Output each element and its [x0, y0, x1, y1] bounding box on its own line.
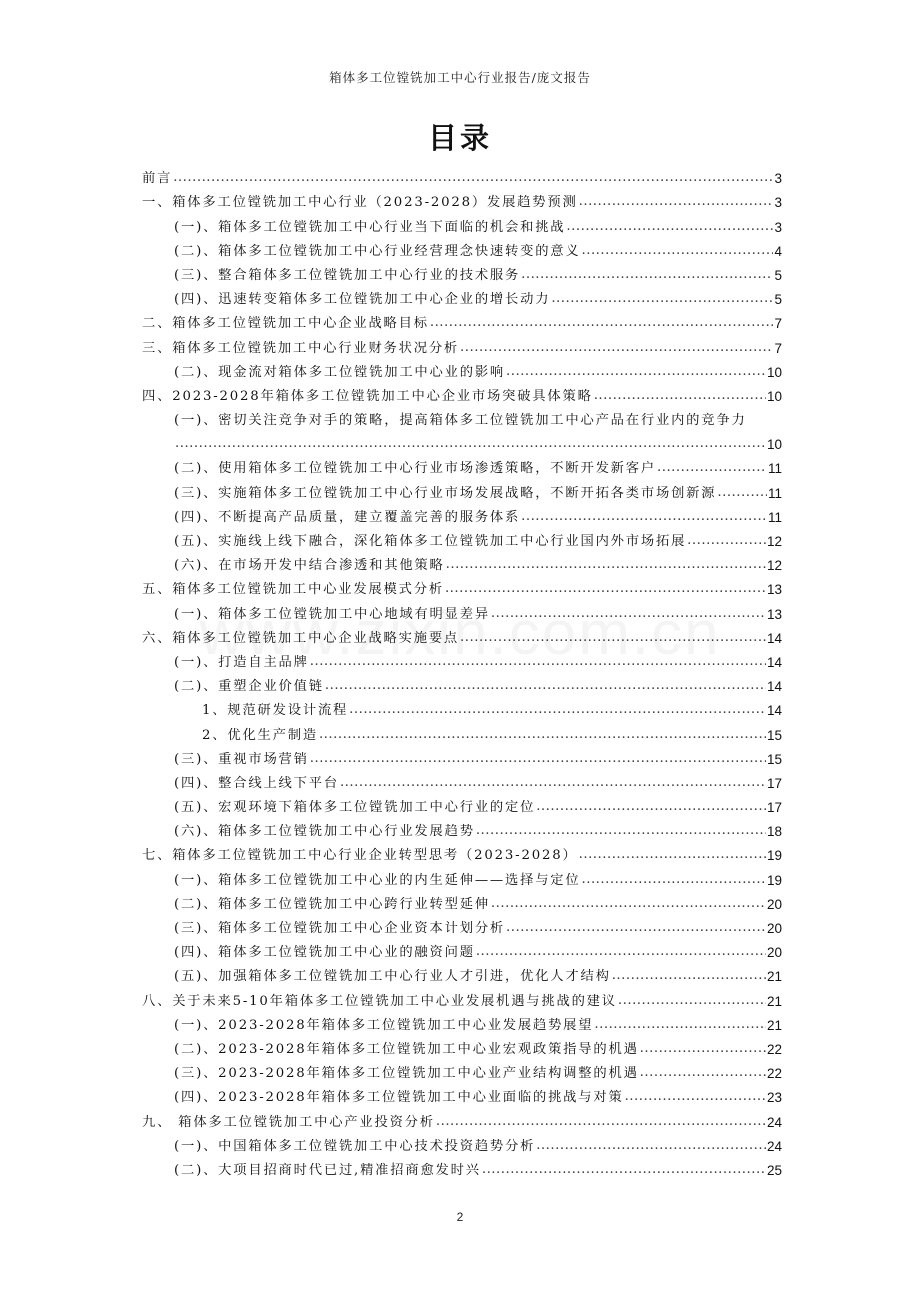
toc-entry-page: 3 [774, 171, 782, 187]
toc-leader-dots [436, 1114, 766, 1130]
toc-entry-page: 13 [766, 582, 782, 598]
toc-entry[interactable] [142, 1057, 782, 1081]
toc-entry-page: 22 [766, 1066, 782, 1082]
toc-entry-page: 11 [767, 485, 782, 501]
toc-entry-page: 21 [766, 969, 782, 985]
toc-entry-text: 九、 箱体多工位镗铣加工中心产业投资分析 [142, 1114, 435, 1130]
toc-entry[interactable] [142, 162, 782, 186]
toc-entry[interactable] [142, 863, 782, 887]
toc-leader-dots [717, 485, 767, 501]
toc-entry-text: 2、优化生产制造 [202, 727, 318, 743]
toc-leader-dots [476, 944, 766, 960]
toc-leader-dots [594, 1017, 766, 1033]
toc-entry[interactable] [142, 597, 782, 621]
toc-entry-text: 六、箱体多工位镗铣加工中心企业战略实施要点 [142, 630, 460, 646]
toc-entry[interactable] [142, 1009, 782, 1033]
toc-entry[interactable] [142, 1033, 782, 1057]
toc-entry-page: 5 [774, 267, 782, 283]
toc-leader-dots [460, 340, 773, 356]
toc-entry-text: (二)、箱体多工位镗铣加工中心跨行业转型延伸 [174, 896, 490, 912]
toc-entry-page: 18 [766, 824, 782, 840]
toc-entry-page: 3 [774, 219, 782, 235]
toc-entry[interactable] [142, 525, 782, 549]
toc-entry[interactable] [142, 743, 782, 767]
toc-leader-dots [482, 1162, 766, 1178]
toc-entry[interactable] [142, 380, 782, 404]
toc-entry-text: 八、关于未来5-10年箱体多工位镗铣加工中心业发展机遇与挑战的建议 [142, 993, 617, 1009]
toc-entry-page: 7 [774, 316, 782, 332]
toc-entry[interactable] [142, 1105, 782, 1129]
toc-entry-page: 24 [766, 1114, 782, 1130]
toc-entry-text: (四)、不断提高产品质量，建立覆盖完善的服务体系 [174, 509, 521, 525]
toc-entry[interactable] [142, 476, 782, 500]
toc-entry-text: (五)、宏观环境下箱体多工位镗铣加工中心行业的定位 [174, 800, 536, 816]
toc-leader-dots [582, 243, 774, 259]
toc-entry-page: 12 [766, 558, 782, 574]
toc-entry[interactable] [142, 404, 782, 428]
toc-entry-text: (一)、箱体多工位镗铣加工中心业的内生延伸——选择与定位 [174, 872, 581, 888]
toc-leader-dots [340, 775, 766, 791]
toc-entry[interactable] [142, 186, 782, 210]
toc-entry[interactable] [142, 984, 782, 1008]
toc-entry[interactable] [142, 501, 782, 525]
toc-entry-text: (二)、2023-2028年箱体多工位镗铣加工中心业宏观政策指导的机遇 [174, 1041, 639, 1057]
toc-leader-dots [640, 1065, 766, 1081]
toc-entry[interactable] [142, 549, 782, 573]
toc-entry[interactable] [142, 622, 782, 646]
toc-entry-text: (三)、箱体多工位镗铣加工中心企业资本计划分析 [174, 921, 506, 936]
toc-leader-dots [612, 968, 766, 984]
table-of-contents [142, 162, 782, 1178]
toc-leader-dots [640, 1041, 766, 1057]
toc-entry[interactable] [142, 573, 782, 597]
toc-entry-page: 5 [774, 292, 782, 308]
toc-entry[interactable] [142, 307, 782, 331]
toc-entry[interactable] [142, 331, 782, 355]
toc-leader-dots [506, 920, 766, 936]
toc-leader-dots [536, 1138, 766, 1154]
toc-leader-dots [579, 847, 766, 863]
toc-entry-text: (二)、大项目招商时代已过,精准招商愈发时兴 [174, 1162, 481, 1178]
toc-entry-text: (六)、在市场开发中结合渗透和其他策略 [174, 558, 445, 574]
toc-entry-text: (二)、现金流对箱体多工位镗铣加工中心业的影响 [174, 364, 506, 380]
toc-entry[interactable] [142, 694, 782, 718]
toc-entry-text: 二、箱体多工位镗铣加工中心企业战略目标 [142, 316, 429, 332]
toc-leader-dots [657, 460, 767, 476]
toc-entry-text: 一、箱体多工位镗铣加工中心行业（2023-2028）发展趋势预测 [142, 195, 578, 211]
toc-leader-dots [310, 654, 766, 670]
toc-leader-dots [687, 533, 766, 549]
toc-entry-page: 20 [766, 945, 782, 961]
toc-entry[interactable] [142, 767, 782, 791]
toc-entry-text: (四)、箱体多工位镗铣加工中心业的融资问题 [174, 945, 475, 961]
toc-entry-page: 10 [766, 437, 782, 453]
toc-entry-text: (六)、箱体多工位镗铣加工中心行业发展趋势 [174, 824, 475, 840]
toc-entry-page: 12 [766, 534, 782, 549]
toc-entry-page: 20 [766, 921, 782, 936]
toc-leader-dots [521, 267, 773, 283]
toc-entry-text: (二)、箱体多工位镗铣加工中心行业经营理念快速转变的意义 [174, 243, 581, 259]
toc-entry-page: 20 [766, 896, 782, 912]
toc-entry[interactable] [142, 1081, 782, 1105]
toc-entry-page: 17 [766, 800, 782, 816]
toc-entry-page: 13 [766, 606, 782, 622]
toc-entry[interactable] [142, 815, 782, 839]
toc-leader-dots [521, 509, 767, 525]
toc-entry-text: 五、箱体多工位镗铣加工中心业发展模式分析 [142, 582, 444, 598]
toc-entry-page: 14 [766, 679, 782, 695]
toc-entry-text: 三、箱体多工位镗铣加工中心行业财务状况分析 [142, 340, 460, 356]
toc-entry-text: (五)、加强箱体多工位镗铣加工中心行业人才引进，优化人才结构 [174, 969, 611, 985]
toc-entry-page: 3 [774, 195, 782, 211]
toc-leader-dots [310, 751, 766, 767]
toc-entry-page: 14 [766, 630, 782, 646]
toc-entry-text: (三)、整合箱体多工位镗铣加工中心行业的技术服务 [174, 267, 521, 283]
toc-entry[interactable] [142, 1154, 782, 1178]
toc-entry-page: 15 [766, 727, 782, 743]
toc-entry-text: (三)、重视市场营销 [174, 751, 309, 767]
toc-entry[interactable] [142, 936, 782, 960]
toc-leader-dots [594, 388, 766, 404]
toc-entry[interactable] [142, 718, 782, 742]
toc-entry-text: (二)、重塑企业价值链 [174, 679, 324, 695]
toc-entry-page: 14 [766, 703, 782, 719]
toc-entry[interactable] [142, 259, 782, 283]
toc-leader-dots [618, 993, 766, 1009]
toc-entry-text: (一)、箱体多工位镗铣加工中心地域有明显差异 [174, 606, 490, 622]
toc-entry-page: 24 [766, 1138, 782, 1154]
toc-entry-page: 22 [766, 1041, 782, 1057]
toc-entry-page: 19 [766, 848, 782, 864]
toc-entry[interactable] [142, 428, 782, 452]
toc-entry-text: 前言 [142, 171, 173, 187]
toc-entry-page: 21 [766, 1017, 782, 1033]
toc-entry[interactable] [142, 912, 782, 936]
toc-leader-dots [566, 219, 773, 235]
toc-entry-text: (四)、整合线上线下平台 [174, 775, 339, 791]
toc-entry-text: (一)、打造自主品牌 [174, 654, 309, 670]
toc-title: 目录 [427, 121, 492, 155]
toc-entry-text: (四)、迅速转变箱体多工位镗铣加工中心企业的增长动力 [174, 292, 551, 308]
toc-leader-dots [173, 170, 773, 186]
toc-entry-text: (二)、使用箱体多工位镗铣加工中心行业市场渗透策略，不断开发新客户 [174, 461, 656, 477]
toc-leader-dots [445, 581, 766, 597]
toc-entry-page: 11 [767, 461, 782, 477]
toc-leader-dots [476, 823, 766, 839]
toc-leader-dots [446, 557, 766, 573]
toc-entry[interactable] [142, 960, 782, 984]
toc-entry-text: (五)、实施线上线下融合，深化箱体多工位镗铣加工中心行业国内外市场拓展 [174, 534, 687, 549]
toc-entry[interactable] [142, 210, 782, 234]
toc-leader-dots [536, 799, 766, 815]
toc-entry[interactable] [142, 235, 782, 259]
toc-leader-dots [349, 702, 766, 718]
toc-entry-text: (一)、箱体多工位镗铣加工中心行业当下面临的机会和挑战 [174, 219, 566, 235]
toc-entry-page: 10 [766, 364, 782, 380]
toc-entry[interactable] [142, 452, 782, 476]
toc-entry-page: 15 [766, 751, 782, 767]
toc-entry-page: 10 [766, 388, 782, 404]
toc-leader-dots [460, 630, 766, 646]
toc-leader-dots [579, 194, 774, 210]
toc-entry-page: 25 [766, 1162, 782, 1178]
toc-entry-text: 1、规范研发设计流程 [202, 703, 349, 719]
toc-entry-page: 19 [766, 872, 782, 888]
toc-entry-text: (三)、实施箱体多工位镗铣加工中心行业市场发展战略，不断开拓各类市场创新源 [174, 485, 717, 501]
page-header: 箱体多工位镗铣加工中心行业报告/庞文报告 [329, 70, 591, 85]
toc-entry-page: 14 [766, 654, 782, 670]
toc-entry[interactable] [142, 888, 782, 912]
toc-entry-page: 23 [766, 1090, 782, 1106]
toc-entry-page: 4 [774, 243, 782, 259]
toc-entry-text: (一)、中国箱体多工位镗铣加工中心技术投资趋势分析 [174, 1138, 536, 1154]
toc-entry-page: 7 [774, 340, 782, 356]
toc-entry-text: (三)、2023-2028年箱体多工位镗铣加工中心业产业结构调整的机遇 [174, 1066, 639, 1082]
toc-leader-dots [491, 896, 766, 912]
toc-entry-page: 17 [766, 775, 782, 791]
toc-entry-text: 七、箱体多工位镗铣加工中心行业企业转型思考（2023-2028） [142, 848, 578, 864]
toc-entry[interactable] [142, 791, 782, 815]
toc-entry[interactable] [142, 670, 782, 694]
toc-entry-text: (一)、2023-2028年箱体多工位镗铣加工中心业发展趋势展望 [174, 1017, 594, 1033]
toc-leader-dots [506, 364, 766, 380]
toc-entry[interactable] [142, 356, 782, 380]
toc-leader-dots [491, 606, 766, 622]
toc-entry[interactable] [142, 839, 782, 863]
toc-leader-dots [430, 315, 774, 331]
toc-entry-page: 21 [766, 993, 782, 1009]
toc-leader-dots [551, 291, 773, 307]
toc-entry-page: 11 [767, 509, 782, 525]
toc-leader-dots [319, 727, 766, 743]
toc-leader-dots [582, 872, 766, 888]
toc-entry-text: (四)、2023-2028年箱体多工位镗铣加工中心业面临的挑战与对策 [174, 1090, 624, 1106]
toc-entry[interactable] [142, 283, 782, 307]
page-number: 2 [456, 1210, 464, 1224]
toc-entry-text: 四、2023-2028年箱体多工位镗铣加工中心企业市场突破具体策略 [142, 388, 593, 404]
toc-leader-dots [625, 1089, 766, 1105]
toc-entry[interactable] [142, 1130, 782, 1154]
toc-entry[interactable] [142, 646, 782, 670]
toc-entry-text: (一)、密切关注竞争对手的策略，提高箱体多工位镗铣加工中心产品在行业内的竞争力 [174, 413, 747, 429]
toc-leader-dots [175, 436, 766, 452]
toc-leader-dots [325, 678, 766, 694]
